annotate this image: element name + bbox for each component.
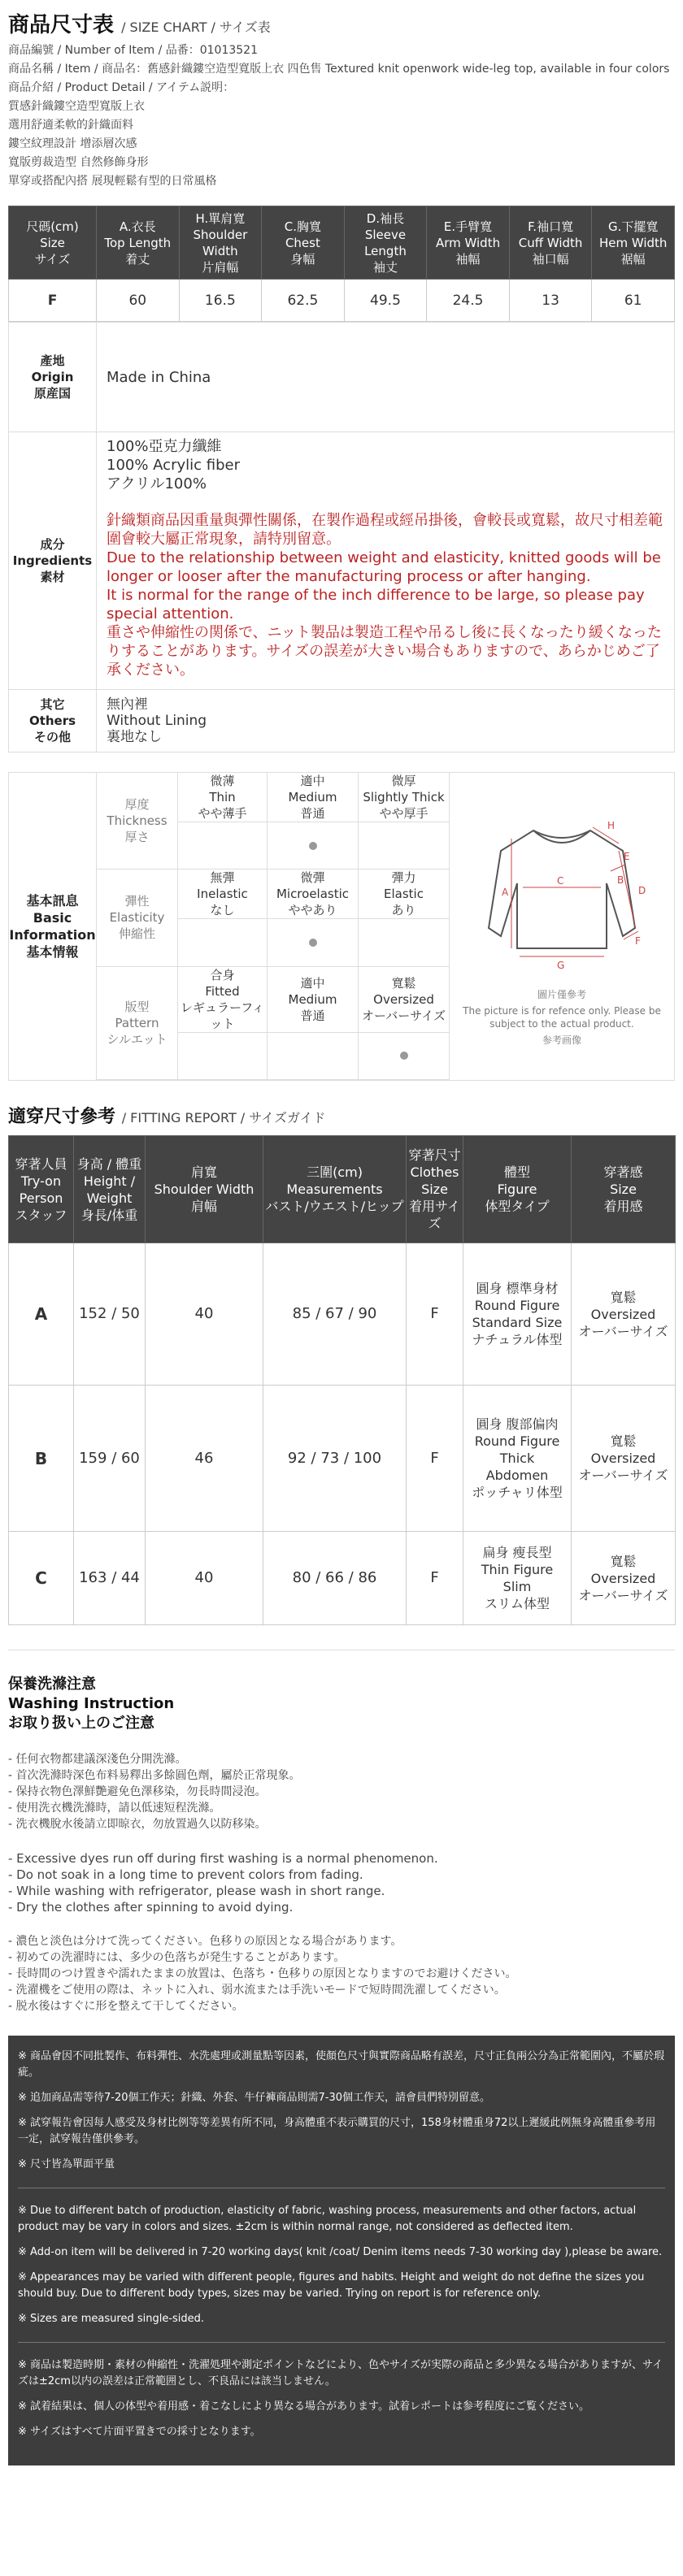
pattern-marker-slot: [178, 1033, 268, 1080]
fit-height-weight: 163 / 44: [74, 1532, 146, 1625]
note-ja: ※ 試着結果は、個人の体型や着用感・着こなしにより異なる場合があります。試着レポートは参考程度にご覧ください。: [18, 2400, 589, 2413]
elasticity-marker-slot: [178, 919, 268, 966]
note-en: ※ Sizes are measured single-sided.: [18, 2313, 205, 2325]
sweater-diagram-icon: [472, 806, 651, 985]
knit-note-en-2: It is normal for the range of the inch difference to be large, so please pay special attention.: [107, 587, 645, 622]
elasticity-option-inelastic: 無彈 Inelastic なし: [178, 870, 268, 919]
pattern-option-oversized: 寬鬆 Oversized オーバーサイズ: [359, 967, 450, 1033]
washing-line: - 保持衣物色澤鮮艷避免色澤移染，勿長時間浸泡。: [8, 1785, 267, 1798]
washing-instructions: [8, 1650, 675, 2014]
pattern-option-fitted: 合身 Fitted レギュラーフィット: [178, 967, 268, 1033]
thickness-option-medium: 適中 Medium 普通: [268, 773, 359, 822]
size-cell: 13: [509, 280, 592, 322]
ingredient-line: 100% Acrylic fiber: [107, 457, 240, 474]
fit-shoulder: 40: [146, 1243, 263, 1386]
size-table-header: [9, 206, 675, 280]
diagram-letter: G: [557, 960, 565, 971]
elasticity-option-micro: 微彈 Microelastic ややあり: [268, 870, 359, 919]
size-cell: 60: [97, 280, 180, 322]
note-zh: ※ 試穿報告會因每人感受及身材比例等等差異有所不同，身高體重不表示購買的尺寸，158身材體重身72以上遲緩此例無身高體重參考用一定，試穿報告僅供參考。: [18, 2117, 656, 2145]
washing-line: - While washing with refrigerator, please wash in short range.: [8, 1884, 385, 1898]
knit-note-zh: 針織類商品因重量與彈性關係，在製作過程或經吊掛後，會較長或寬鬆，故尺寸相差範圍會較大屬正常現象，請特別留意。: [107, 512, 663, 548]
product-header: [8, 0, 675, 191]
thickness-marker-slot: [359, 822, 450, 870]
thickness-option-thick: 微厚 Slightly Thick やや厚手: [359, 773, 450, 822]
washing-zh: [8, 1751, 675, 1832]
basic-info: [8, 772, 675, 1081]
fit-figure: 圓身 標準身材 Round Figure Standard Size ナチュラル体型: [463, 1243, 572, 1386]
diagram-letter: F: [635, 935, 641, 947]
detail-table: [8, 322, 675, 752]
fitting-subtitle: / FITTING REPORT / サイズガイド: [121, 1110, 326, 1125]
thickness-marker-slot: [178, 822, 268, 870]
fit-person: A: [9, 1243, 74, 1386]
washing-title-ja: お取り扱い上のご注意: [8, 1715, 154, 1732]
fitting-header-cell: 穿著感 Size 着用感: [572, 1136, 676, 1243]
fitting-table: [8, 1135, 676, 1625]
size-chart-title: [8, 11, 675, 41]
fitting-header-cell: 穿著尺寸 Clothes Size 着用サイズ: [407, 1136, 463, 1243]
others-label: 其它 Others その他: [9, 690, 97, 752]
fitting-header-cell: 身高 / 體重 Height / Weight 身長/体重: [74, 1136, 146, 1243]
pattern-option-medium: 適中 Medium 普通: [268, 967, 359, 1033]
elasticity-marker-slot: [359, 919, 450, 966]
diagram-letter: B: [617, 874, 624, 886]
thickness-marker-slot: [268, 822, 359, 870]
fit-height-weight: 152 / 50: [74, 1243, 146, 1386]
product-detail-lines: [8, 98, 675, 191]
fitting-row: [9, 1386, 676, 1532]
size-header-cell: F.袖口寬 Cuff Width 袖口幅: [509, 206, 592, 280]
note-ja: ※ サイズはすべて片面平置きでの採寸となります。: [18, 2426, 261, 2438]
size-cell: 24.5: [427, 280, 510, 322]
fit-feel: 寬鬆 Oversized オーバーサイズ: [572, 1243, 676, 1386]
elasticity-label: 彈性 Elasticity 伸縮性: [97, 870, 178, 966]
ingredients-row: [9, 432, 675, 690]
pattern-marker-slot: [359, 1033, 450, 1080]
fit-size: F: [407, 1386, 463, 1532]
washing-title-en: Washing Instruction: [8, 1695, 175, 1712]
washing-title-zh: 保養洗滌注意: [8, 1676, 96, 1693]
fit-size: F: [407, 1243, 463, 1386]
product-detail-label: 商品介紹 / Product Detail / アイテム説明：: [8, 81, 235, 94]
size-cell: 49.5: [344, 280, 427, 322]
product-detail-line: 寬版剪裁造型 自然修飾身形: [8, 156, 149, 169]
fit-measurements: 92 / 73 / 100: [263, 1386, 407, 1532]
size-table-row: [9, 280, 675, 322]
fitting-row: [9, 1532, 676, 1625]
origin-row: [9, 323, 675, 432]
fit-shoulder: 40: [146, 1532, 263, 1625]
fit-measurements: 85 / 67 / 90: [263, 1243, 407, 1386]
washing-line: - 首次洗滌時深色布料易釋出多餘圓色劑，屬於正常現象。: [8, 1769, 301, 1782]
origin-label: 產地 Origin 原産国: [9, 323, 97, 432]
product-detail-line: 質感針織鏤空造型寬版上衣: [8, 100, 145, 113]
washing-line: - 任何衣物都建議深淺色分開洗滌。: [8, 1753, 187, 1766]
thickness-option-thin: 微薄 Thin やや薄手: [178, 773, 268, 822]
ingredient-line: アクリル100%: [107, 475, 207, 492]
fitting-header: [9, 1136, 676, 1243]
ingredients-label: 成分 Ingredients 素材: [9, 432, 97, 690]
others-line: 無內裡: [107, 696, 148, 713]
washing-line: - 初めての洗濯時には、多少の色落ちが発生することがあります。: [8, 1951, 346, 1964]
diagram-letter: E: [624, 851, 630, 862]
note-ja: ※ 商品は製造時期・素材の伸縮性・洗濯処理や測定ポイントなどにより、色やサイズが実際の商品と多少異なる場合がありますが、サイズは±2cm以内の誤差は正常範囲とし、不良品には該当しません。: [18, 2359, 663, 2387]
item-number: 商品編號 / Number of Item / 品番：01013521: [8, 44, 258, 57]
diagram-letter: A: [502, 887, 509, 898]
washing-line: - Excessive dyes run off during first washing is a normal phenomenon.: [8, 1851, 438, 1866]
pattern-label: 版型 Pattern シルエット: [97, 967, 178, 1080]
fitting-title-text: 適穿尺寸參考: [8, 1107, 116, 1127]
note-en: ※ Due to different batch of production, elasticity of fabric, washing process, measurements and other factors, actual product may be vary in colors and sizes. ±2cm is within normal range, not considered as deflected item.: [18, 2205, 637, 2233]
size-header-cell: E.手臂寬 Arm Width 袖幅: [427, 206, 510, 280]
fit-person: C: [9, 1532, 74, 1625]
basic-info-grid: [97, 773, 450, 1080]
notes-panel: [8, 2036, 675, 2465]
note-zh: ※ 商品會因不同批製作、布料彈性、水洗處理或測量點等因素，使顏色尺寸與實際商品略有誤差，尺寸正負兩公分為正常範圍內，不屬於瑕疵。: [18, 2050, 665, 2079]
fitting-title: [8, 1105, 675, 1130]
diagram-letter: H: [607, 820, 616, 831]
diagram-letter: D: [638, 885, 646, 896]
size-header-cell: 尺碼(cm) Size サイズ: [9, 206, 97, 280]
fitting-row: [9, 1243, 676, 1386]
fit-size: F: [407, 1532, 463, 1625]
product-detail-line: 單穿或搭配內搭 展現輕鬆有型的日常風格: [8, 175, 217, 188]
size-cell: F: [9, 280, 97, 322]
fitting-header-cell: 穿著人員 Try-on Person スタッフ: [9, 1136, 74, 1243]
others-value: [97, 690, 675, 752]
garment-diagram: [450, 773, 674, 1080]
basic-info-label: 基本訊息 Basic Information 基本情報: [9, 773, 97, 1080]
fit-shoulder: 46: [146, 1386, 263, 1532]
others-line: Without Lining: [107, 713, 207, 729]
size-cell: 62.5: [262, 280, 345, 322]
others-line: 裏地なし: [107, 729, 162, 745]
selected-dot: [309, 939, 317, 947]
fit-figure: 扁身 瘦長型 Thin Figure Slim スリム体型: [463, 1532, 572, 1625]
origin-value: Made in China: [97, 323, 675, 432]
elasticity-option-elastic: 彈力 Elastic あり: [359, 870, 450, 919]
diagram-letter: C: [557, 875, 564, 887]
knit-note-ja: 重さや伸縮性の関係で、ニット製品は製造工程や吊るし後に長くなったり緩くなったりすることがあります。サイズの誤差が大きい場合もありますので、あらかじめご了承ください。: [107, 624, 662, 679]
note-en: ※ Add-on item will be delivered in 7-20 working days( knit /coat/ Denim items needs 7-30 working day ),please be aware.: [18, 2246, 663, 2258]
fitting-header-cell: 體型 Figure 体型タイプ: [463, 1136, 572, 1243]
size-header-cell: D.袖長 Sleeve Length 袖丈: [344, 206, 427, 280]
fit-measurements: 80 / 66 / 86: [263, 1532, 407, 1625]
fit-figure: 圓身 腹部偏肉 Round Figure Thick Abdomen ポッチャリ体型: [463, 1386, 572, 1532]
size-header-cell: G.下擺寬 Hem Width 裾幅: [592, 206, 675, 280]
size-header-cell: C.胸寬 Chest 身幅: [262, 206, 345, 280]
fit-feel: 寬鬆 Oversized オーバーサイズ: [572, 1532, 676, 1625]
washing-line: - 脱水後はすぐに形を整えて干してください。: [8, 2000, 244, 2013]
selected-dot: [400, 1052, 408, 1060]
selected-dot: [309, 842, 317, 850]
note-en: ※ Appearances may be varied with different people, figures and habits. Height and weight do not define the sizes you should buy. Due to different body types, sizes may be varied. Trying on report is for reference only.: [18, 2271, 645, 2300]
product-detail-line: 鏤空紋理設計 增添層次感: [8, 137, 137, 150]
others-row: [9, 690, 675, 752]
fit-height-weight: 159 / 60: [74, 1386, 146, 1532]
washing-ja: [8, 1933, 675, 2014]
note-zh: ※ 追加商品需等待7-20個工作天；針織、外套、牛仔褲商品則需7-30個工作天，請會員們特別留意。: [18, 2092, 491, 2104]
notes-divider: [18, 2342, 665, 2343]
washing-line: - Do not soak in a long time to prevent colors from fading.: [8, 1867, 363, 1882]
fit-person: B: [9, 1386, 74, 1532]
washing-line: - 洗衣機脫水後請立即晾衣，勿放置過久以防移染。: [8, 1818, 267, 1831]
washing-line: - Dry the clothes after spinning to avoid dying.: [8, 1900, 294, 1915]
fit-feel: 寬鬆 Oversized オーバーサイズ: [572, 1386, 676, 1532]
size-table: [8, 206, 675, 322]
thickness-label: 厚度 Thickness 厚さ: [97, 773, 178, 870]
fitting-header-cell: 肩寬 Shoulder Width 肩幅: [146, 1136, 263, 1243]
size-chart-title-text: 商品尺寸表: [8, 13, 115, 37]
note-zh: ※ 尺寸皆為單面平量: [18, 2158, 115, 2171]
washing-en: [8, 1850, 675, 1915]
diagram-caption-zh: 圖片僅參考: [537, 989, 586, 1000]
size-cell: 16.5: [179, 280, 262, 322]
washing-line: - 濃色と淡色は分けて洗ってください。色移りの原因となる場合があります。: [8, 1935, 402, 1948]
knit-note-en-1: Due to the relationship between weight and elasticity, knitted goods will be longer or looser after the manufacturing process or after hanging.: [107, 549, 661, 585]
size-header-cell: H.單肩寬 Shoulder Width 片肩幅: [179, 206, 262, 280]
diagram-caption-en: The picture is for refence only. Please be subject to the actual product.: [463, 1005, 661, 1030]
size-header-cell: A.衣長 Top Length 着丈: [97, 206, 180, 280]
washing-line: - 洗濯機をご使用の際は、ネットに入れ、弱水流または手洗いモードで短時間洗濯してください。: [8, 1984, 506, 1997]
ingredient-line: 100%亞克力纖維: [107, 438, 222, 455]
size-chart-subtitle: / SIZE CHART / サイズ表: [121, 20, 271, 35]
size-cell: 61: [592, 280, 675, 322]
pattern-marker-slot: [268, 1033, 359, 1080]
item-name: 商品名稱 / Item / 商品名：舊感針織鏤空造型寬版上衣 四色售 Textured knit openwork wide-leg top, available in four colors: [8, 63, 670, 76]
product-detail-line: 選用舒適柔軟的針織面料: [8, 119, 133, 132]
washing-line: - 長時間のつけ置きや濡れたままの放置は、色落ち・色移りの原因となりますのでお避けください。: [8, 1967, 517, 1980]
diagram-caption-ja: 参考画像: [542, 1034, 581, 1046]
washing-line: - 使用洗衣機洗滌時，請以低速短程洗滌。: [8, 1802, 221, 1815]
ingredients-value: [97, 432, 675, 690]
fitting-header-cell: 三圍(cm) Measurements バスト/ウエスト/ヒップ: [263, 1136, 407, 1243]
elasticity-marker-slot: [268, 919, 359, 966]
